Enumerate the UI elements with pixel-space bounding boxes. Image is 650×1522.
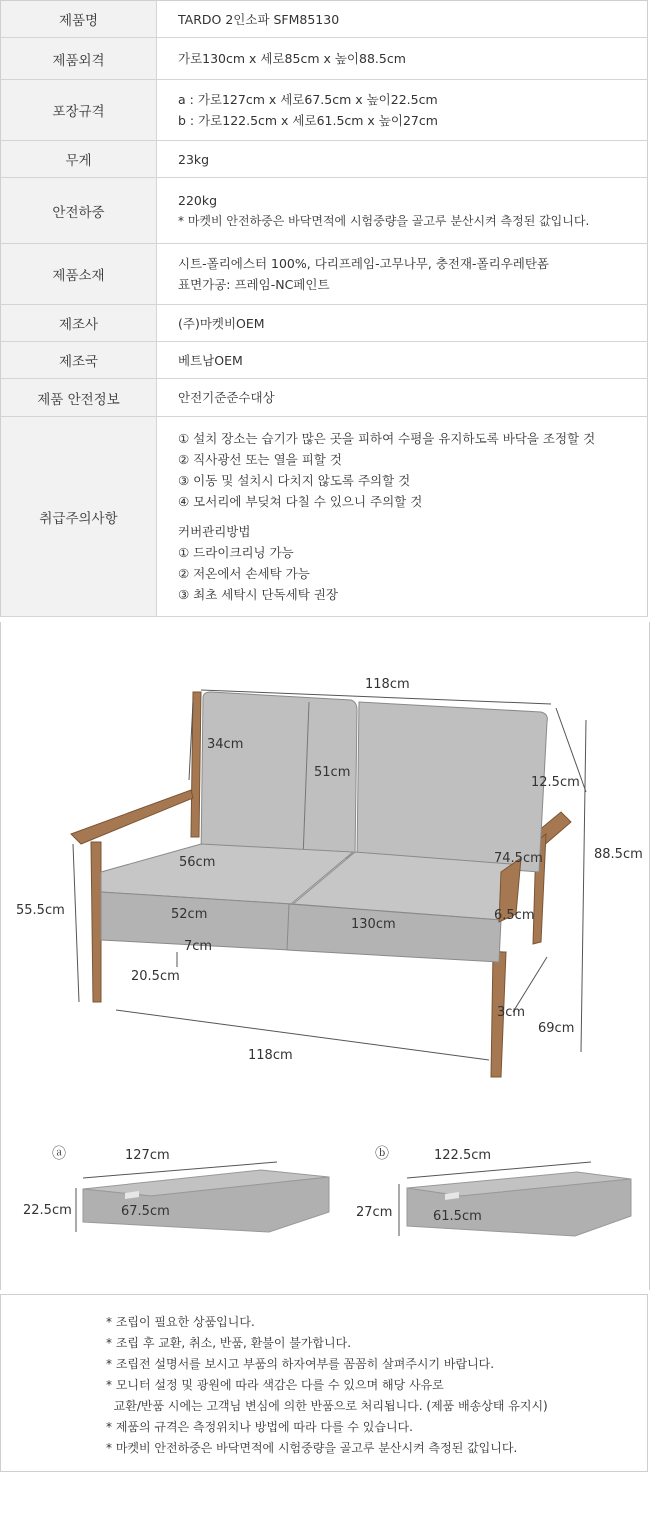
spec-value	[157, 38, 648, 80]
dim-frame: 7cm	[184, 939, 213, 954]
spec-value	[157, 244, 648, 305]
dim-seat-depth-top: 56cm	[179, 855, 216, 870]
dim-total-height: 88.5cm	[594, 847, 643, 862]
spec-label: 제품외격	[1, 38, 157, 80]
spec-label: 제조국	[1, 342, 157, 379]
spec-row	[1, 1, 648, 38]
box-b	[356, 1146, 631, 1236]
spec-label: 제품 안전정보	[1, 379, 157, 417]
spec-row	[1, 244, 648, 305]
dim-top-width: 118cm	[365, 677, 410, 692]
spec-row	[1, 342, 648, 379]
spec-row	[1, 141, 648, 178]
spec-gap	[178, 512, 646, 521]
box-a-depth: 67.5cm	[121, 1204, 170, 1219]
box-a	[23, 1146, 329, 1232]
note-line: * 조립이 필요한 상품입니다.	[106, 1315, 255, 1329]
dim-arm-height: 55.5cm	[16, 903, 65, 918]
spec-line: a : 가로127cm x 세로67.5cm x 높이22.5cm	[178, 92, 438, 107]
spec-line: 커버관리방법	[178, 524, 251, 539]
note-line: * 제품의 규격은 측정위치나 방법에 따라 다를 수 있습니다.	[106, 1420, 413, 1434]
spec-line: ③ 최초 세탁시 단독세탁 권장	[178, 587, 338, 602]
spec-value	[157, 342, 648, 379]
dim-back-height: 34cm	[207, 737, 244, 752]
box-a-height: 22.5cm	[23, 1203, 72, 1218]
spec-label: 제품소재	[1, 244, 157, 305]
spec-line: ① 드라이크리닝 가능	[178, 545, 294, 560]
spec-line: 23kg	[178, 151, 210, 167]
spec-label: 취급주의사항	[1, 417, 157, 617]
spec-row	[1, 38, 648, 80]
spec-value	[157, 417, 648, 617]
back-cushions	[201, 692, 547, 872]
dim-seat-width: 52cm	[171, 907, 208, 922]
dimension-diagram	[0, 622, 650, 1290]
spec-row	[1, 178, 648, 244]
box-b-badge: ⓑ	[375, 1146, 389, 1162]
dim-seat-depth-right: 74.5cm	[494, 851, 543, 866]
dim-total-width: 130cm	[351, 917, 396, 932]
note-line: * 조립 후 교환, 취소, 반품, 환불이 불가합니다.	[106, 1336, 352, 1350]
spec-line: ① 설치 장소는 습기가 많은 곳을 피하여 수평을 유지하도록 바닥을 조정할 것	[178, 431, 596, 446]
spec-line: 안전기준준수대상	[178, 390, 275, 405]
note-line: * 마켓비 안전하중은 바닥면적에 시험중량을 골고루 분산시켜 측정된 값입니다.	[106, 1441, 518, 1455]
spec-row	[1, 417, 648, 617]
spec-table	[0, 0, 648, 617]
spec-label: 안전하중	[1, 178, 157, 244]
box-b-height: 27cm	[356, 1205, 393, 1220]
spec-value	[157, 80, 648, 141]
note-line: * 모니터 설정 및 광원에 따라 색감은 다를 수 있으며 해당 사유로	[106, 1378, 444, 1392]
dim-back-cushion: 51cm	[314, 765, 351, 780]
spec-value	[157, 305, 648, 342]
spec-line: 가로130cm x 세로85cm x 높이88.5cm	[178, 51, 406, 66]
box-b-depth: 61.5cm	[433, 1209, 482, 1224]
spec-label: 제품명	[1, 1, 157, 38]
box-a-width: 127cm	[125, 1148, 170, 1163]
spec-label: 제조사	[1, 305, 157, 342]
notes-box	[0, 1294, 648, 1472]
dim-seat-thick: 6.5cm	[494, 908, 535, 923]
spec-line: ④ 모서리에 부딪쳐 다칠 수 있으니 주의할 것	[178, 494, 423, 509]
spec-line: 220kg	[178, 192, 218, 208]
spec-line: TARDO 2인소파 SFM85130	[178, 11, 340, 27]
spec-line: * 마켓비 안전하중은 바닥면적에 시험중량을 골고루 분산시켜 측정된 값입니다.	[178, 213, 590, 228]
spec-line: 시트-폴리에스터 100%, 다리프레임-고무나무, 충전재-폴리우레탄폼	[178, 256, 550, 271]
spec-line: b : 가로122.5cm x 세로61.5cm x 높이27cm	[178, 113, 438, 128]
box-a-badge: ⓐ	[52, 1146, 66, 1162]
spec-row	[1, 80, 648, 141]
spec-line: (주)마켓비OEM	[178, 315, 265, 331]
spec-line: ② 저온에서 손세탁 가능	[178, 566, 310, 581]
spec-label: 무게	[1, 141, 157, 178]
spec-row	[1, 379, 648, 417]
spec-line: ② 직사광선 또는 열을 피할 것	[178, 452, 342, 467]
dim-back-thick: 12.5cm	[531, 775, 580, 790]
note-line: * 조립전 설명서를 보시고 부품의 하자여부를 꼼꼼히 살펴주시기 바랍니다.	[106, 1357, 495, 1371]
spec-line: ③ 이동 및 설치시 다치지 않도록 주의할 것	[178, 473, 411, 488]
seat-cushions	[101, 844, 521, 962]
spec-value	[157, 379, 648, 417]
spec-line: 표면가공: 프레임-NC페인트	[178, 277, 330, 292]
spec-value	[157, 141, 648, 178]
spec-value	[157, 178, 648, 244]
dim-leg-thick: 3cm	[497, 1005, 526, 1020]
spec-value	[157, 1, 648, 38]
spec-row	[1, 305, 648, 342]
box-b-width: 122.5cm	[434, 1148, 492, 1163]
spec-label: 포장규격	[1, 80, 157, 141]
note-line: 교환/반품 시에는 고객님 변심에 의한 반품으로 처리됩니다. (제품 배송상태 유지시)	[106, 1399, 548, 1413]
dim-bottom-width: 118cm	[248, 1048, 293, 1063]
dimension-svg	[1, 622, 649, 1290]
spec-line: 베트남OEM	[178, 352, 243, 368]
dim-depth: 69cm	[538, 1021, 575, 1036]
dim-leg-height: 20.5cm	[131, 969, 180, 984]
